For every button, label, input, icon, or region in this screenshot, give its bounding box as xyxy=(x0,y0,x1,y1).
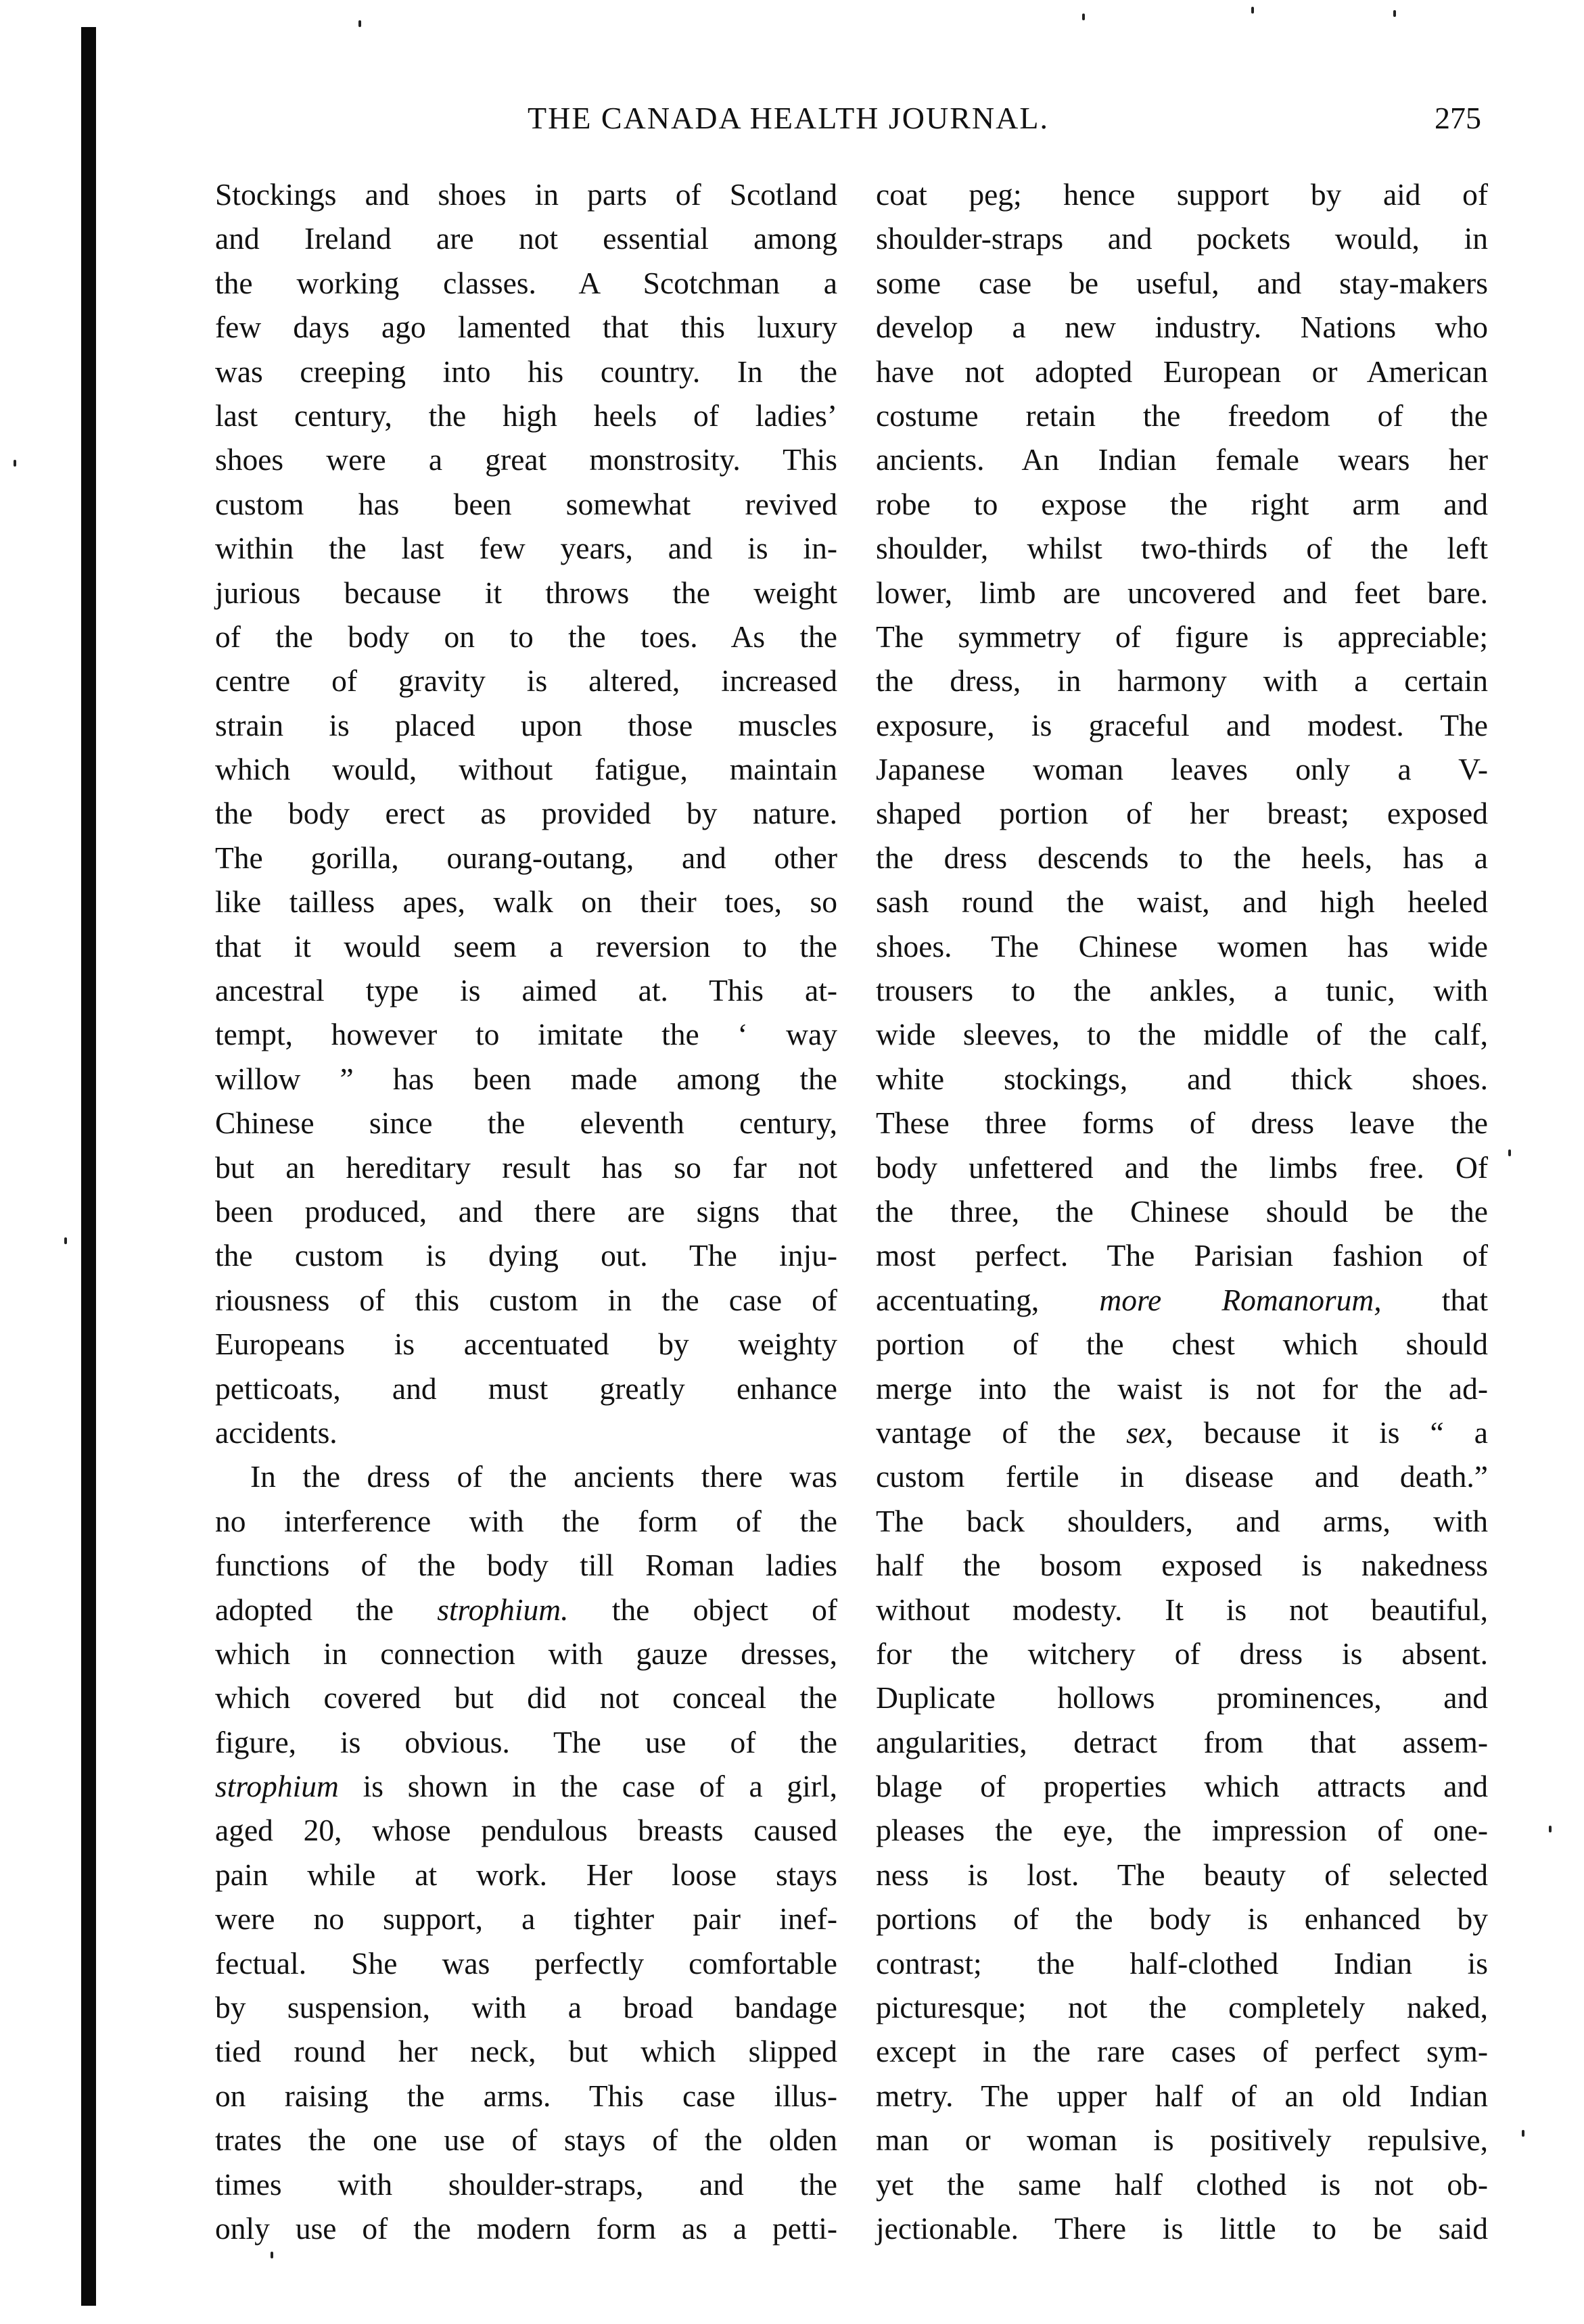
text-line xyxy=(215,1764,837,1808)
text-line: the three, the Chinese should be the xyxy=(876,1193,1488,1229)
text-line: by suspension, with a broad bandage xyxy=(215,1990,837,2025)
text-line: Japanese woman leaves only a V- xyxy=(876,752,1488,787)
text-line: like tailless apes, walk on their toes, so xyxy=(215,884,837,920)
text-line: custom has been somewhat revived xyxy=(215,486,837,521)
text-line: within the last few years, and is in- xyxy=(215,531,837,566)
text-line xyxy=(876,1278,1488,1322)
text-line: ancients. An Indian female wears her xyxy=(876,442,1488,477)
text-line: and Ireland are not essential among xyxy=(215,221,837,256)
scan-speck xyxy=(1508,1149,1511,1156)
text-line: These three forms of dress leave the xyxy=(876,1106,1488,1141)
running-head xyxy=(406,100,1481,154)
italic-term: sex, xyxy=(1126,1415,1173,1450)
scan-speck xyxy=(64,1237,67,1244)
text-line: some case be useful, and stay-makers xyxy=(876,265,1488,300)
text-line: which covered but did not conceal the xyxy=(215,1680,837,1715)
text-line: riousness of this custom in the case of xyxy=(215,1282,837,1317)
text-line: picturesque; not the completely naked, xyxy=(876,1990,1488,2025)
text-line: The symmetry of figure is appreciable; xyxy=(876,619,1488,654)
text-line: custom fertile in disease and death.” xyxy=(876,1459,1488,1494)
text-line: ness is lost. The beauty of selected xyxy=(876,1857,1488,1892)
text-segment: because it is “ a xyxy=(1173,1415,1488,1450)
text-line: shaped portion of her breast; exposed xyxy=(876,796,1488,831)
text-line: the body erect as provided by nature. xyxy=(215,796,837,831)
text-line: contrast; the half-clothed Indian is xyxy=(876,1945,1488,1981)
journal-title: THE CANADA HEALTH JOURNAL. xyxy=(528,101,1049,135)
text-line: no interference with the form of the xyxy=(215,1503,837,1538)
text-line: shoes. The Chinese women has wide xyxy=(876,928,1488,964)
text-line: robe to expose the right arm and xyxy=(876,486,1488,521)
text-line: the dress, in harmony with a certain xyxy=(876,663,1488,698)
italic-term: strophium xyxy=(215,1769,339,1804)
text-line: angularities, detract from that assem- xyxy=(876,1724,1488,1759)
text-line: The back shoulders, and arms, with xyxy=(876,1503,1488,1538)
text-line: for the witchery of dress is absent. xyxy=(876,1636,1488,1671)
text-column-right xyxy=(876,172,1488,2250)
text-line: man or woman is positively repulsive, xyxy=(876,2123,1488,2158)
text-line: costume retain the freedom of the xyxy=(876,398,1488,433)
text-line: the working classes. A Scotchman a xyxy=(215,265,837,300)
text-line: pleases the eye, the impression of one- xyxy=(876,1813,1488,1848)
text-line: fectual. She was perfectly comfortable xyxy=(215,1945,837,1981)
text-line: which in connection with gauze dresses, xyxy=(215,1636,837,1671)
text-line: exposure, is graceful and modest. The xyxy=(876,707,1488,742)
text-segment: the object of xyxy=(568,1592,837,1627)
text-line xyxy=(215,1588,837,1632)
text-line: yet the same half clothed is not ob- xyxy=(876,2166,1488,2202)
text-line: merge into the waist is not for the ad- xyxy=(876,1371,1488,1406)
text-line: jurious because it throws the weight xyxy=(215,575,837,610)
text-line: sash round the waist, and high heeled xyxy=(876,884,1488,920)
text-line: functions of the body till Roman ladies xyxy=(215,1548,837,1583)
text-line: portions of the body is enhanced by xyxy=(876,1901,1488,1937)
text-line: trates the one use of stays of the olden xyxy=(215,2123,837,2158)
text-line: aged 20, whose pendulous breasts caused xyxy=(215,1813,837,1848)
italic-term: strophium. xyxy=(437,1592,569,1627)
text-line: shoulder-straps and pockets would, in xyxy=(876,221,1488,256)
scan-speck xyxy=(1251,7,1254,14)
text-line: Europeans is accentuated by weighty xyxy=(215,1327,837,1362)
text-line: wide sleeves, to the middle of the calf, xyxy=(876,1017,1488,1052)
text-line: willow ” has been made among the xyxy=(215,1061,837,1096)
text-line: In the dress of the ancients there was xyxy=(250,1459,837,1494)
text-line: The gorilla, ourang-outang, and other xyxy=(215,840,837,875)
text-line: on raising the arms. This case illus- xyxy=(215,2078,837,2113)
text-line: the dress descends to the heels, has a xyxy=(876,840,1488,875)
text-segment: that xyxy=(1381,1282,1489,1317)
text-segment: adopted the xyxy=(215,1592,438,1627)
scan-speck xyxy=(1082,14,1085,20)
text-line: blage of properties which attracts and xyxy=(876,1769,1488,1804)
text-line: pain while at work. Her loose stays xyxy=(215,1857,837,1892)
text-line: times with shoulder-straps, and the xyxy=(215,2166,837,2202)
text-line: shoulder, whilst two-thirds of the left xyxy=(876,531,1488,566)
text-line: shoes were a great monstrosity. This xyxy=(215,442,837,477)
page-binding-edge xyxy=(81,27,96,2306)
text-line: coat peg; hence support by aid of xyxy=(876,177,1488,212)
text-line: the custom is dying out. The inju- xyxy=(215,1238,837,1273)
text-line: was creeping into his country. In the xyxy=(215,354,837,389)
italic-term: more Romanorum, xyxy=(1099,1282,1382,1317)
text-line: petticoats, and must greatly enhance xyxy=(215,1371,837,1406)
text-line: that it would seem a reversion to the xyxy=(215,928,837,964)
scan-speck xyxy=(14,460,16,467)
text-line: portion of the chest which should xyxy=(876,1327,1488,1362)
text-line: tempt, however to imitate the ‘ way xyxy=(215,1017,837,1052)
text-line: tied round her neck, but which slipped xyxy=(215,2034,837,2069)
text-line: white stockings, and thick shoes. xyxy=(876,1061,1488,1096)
page-number: 275 xyxy=(1435,101,1481,135)
text-line: have not adopted European or American xyxy=(876,354,1488,389)
scan-speck xyxy=(1522,2130,1524,2137)
text-line: of the body on to the toes. As the xyxy=(215,619,837,654)
scan-speck xyxy=(358,20,361,27)
text-line: Stockings and shoes in parts of Scotland xyxy=(215,177,837,212)
text-line: only use of the modern form as a petti- xyxy=(215,2210,837,2246)
text-line: Duplicate hollows prominences, and xyxy=(876,1680,1488,1715)
text-segment: accentuating, xyxy=(876,1282,1100,1317)
text-line: most perfect. The Parisian fashion of xyxy=(876,1238,1488,1273)
text-line: half the bosom exposed is nakedness xyxy=(876,1548,1488,1583)
text-line: few days ago lamented that this luxury xyxy=(215,310,837,345)
text-line: metry. The upper half of an old Indian xyxy=(876,2078,1488,2113)
text-segment: is shown in the case of a girl, xyxy=(338,1769,837,1804)
text-line: lower, limb are uncovered and feet bare. xyxy=(876,575,1488,610)
text-line: except in the rare cases of perfect sym- xyxy=(876,2034,1488,2069)
text-line: been produced, and there are signs that xyxy=(215,1193,837,1229)
text-line: trousers to the ankles, a tunic, with xyxy=(876,973,1488,1008)
scan-speck xyxy=(1549,1826,1552,1832)
text-segment: vantage of the xyxy=(876,1415,1127,1450)
text-line: without modesty. It is not beautiful, xyxy=(876,1592,1488,1627)
text-line: develop a new industry. Nations who xyxy=(876,310,1488,345)
text-line xyxy=(876,1410,1488,1454)
text-column-left xyxy=(215,172,837,2250)
text-line: figure, is obvious. The use of the xyxy=(215,1724,837,1759)
text-line: jectionable. There is little to be said xyxy=(876,2210,1488,2246)
text-line: Chinese since the eleventh century, xyxy=(215,1106,837,1141)
scan-speck xyxy=(1393,10,1396,17)
text-line: last century, the high heels of ladies’ xyxy=(215,398,837,433)
scan-speck xyxy=(271,2252,273,2258)
text-line: were no support, a tighter pair inef- xyxy=(215,1901,837,1937)
text-line: ancestral type is aimed at. This at- xyxy=(215,973,837,1008)
text-line: but an hereditary result has so far not xyxy=(215,1149,837,1185)
text-line: which would, without fatigue, maintain xyxy=(215,752,837,787)
text-line: accidents. xyxy=(215,1415,337,1450)
text-line: strain is placed upon those muscles xyxy=(215,707,837,742)
text-line: centre of gravity is altered, increased xyxy=(215,663,837,698)
text-line: body unfettered and the limbs free. Of xyxy=(876,1149,1488,1185)
